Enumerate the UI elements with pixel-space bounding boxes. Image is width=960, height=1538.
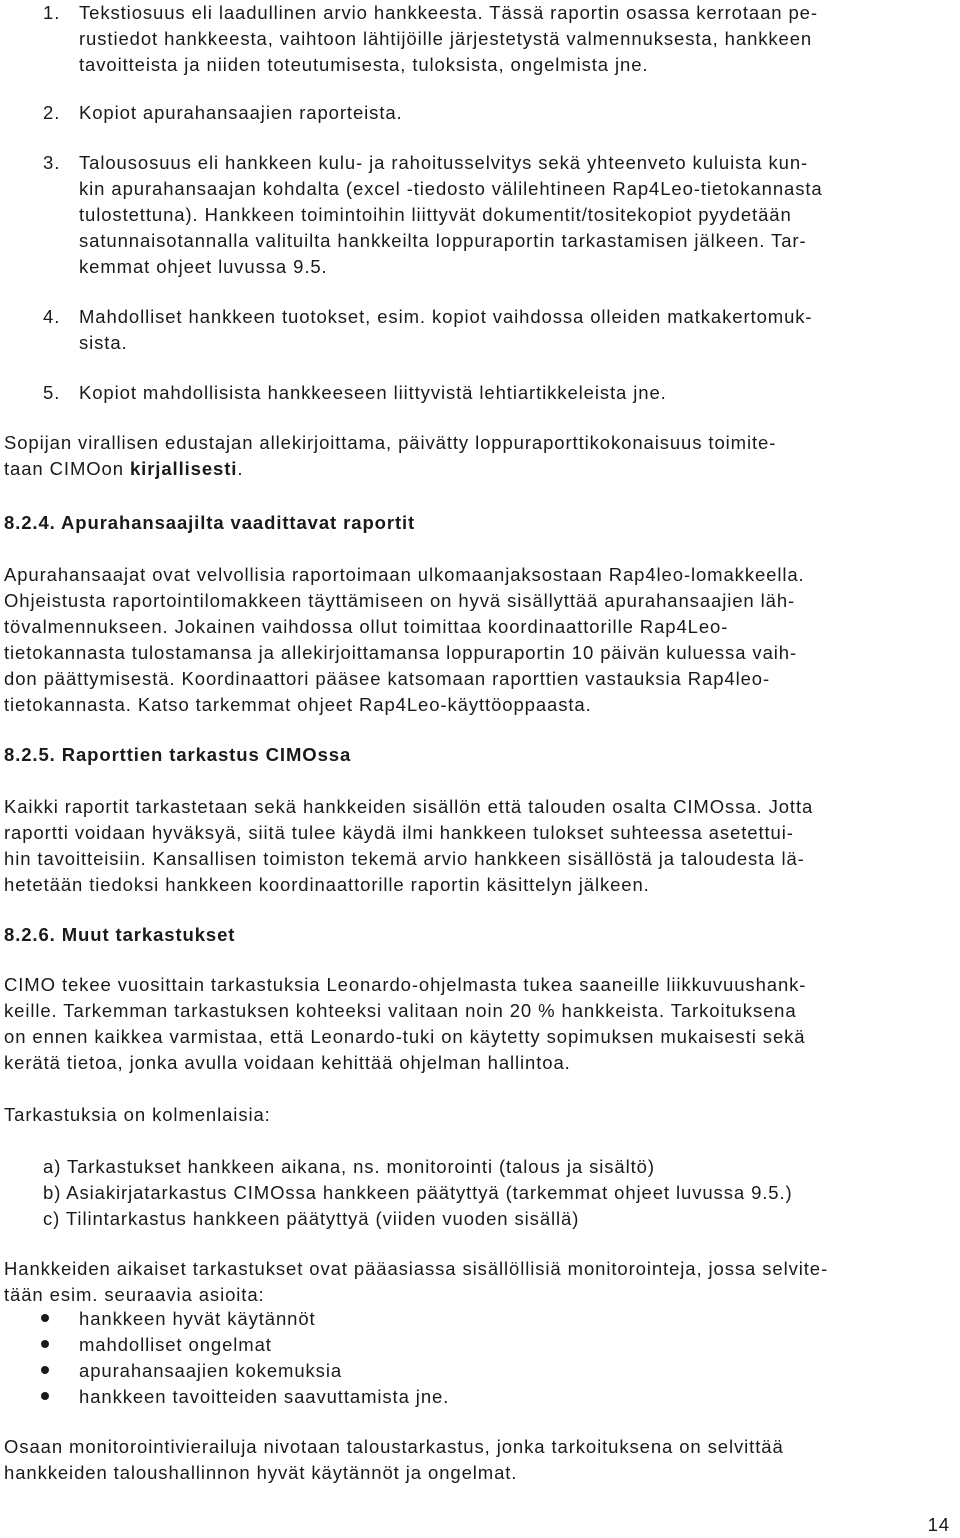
- list-item-line: tulostettuna). Hankkeen toimintoihin liittyvät dokumentit/tositekopiot pyydetään: [79, 204, 792, 225]
- list-item-line: Kopiot apurahansaajien raporteista.: [79, 102, 403, 123]
- paragraph-line: on ennen kaikkea varmistaa, että Leonardo-tuki on käytetty sopimuksen mukaisesti sekä: [4, 1026, 806, 1047]
- list-item-line: kin apurahansaajan kohdalta (excel -tiedosto välilehtineen Rap4Leo-tietokannasta: [79, 178, 823, 199]
- text-span: .: [237, 458, 244, 479]
- paragraph-line: tietokannasta tulostamansa ja allekirjoittamansa loppuraportin 10 päivän kuluessa vaih-: [4, 642, 798, 663]
- list-item-line: Tekstiosuus eli laadullinen arvio hankkeesta. Tässä raportin osassa kerrotaan pe-: [79, 2, 818, 23]
- list-item-line: Mahdolliset hankkeen tuotokset, esim. kopiot vaihdossa olleiden matkakertomuk-: [79, 306, 813, 327]
- list-item-line: kemmat ohjeet luvussa 9.5.: [79, 256, 328, 277]
- list-item-line: tavoitteista ja niiden toteutumisesta, tuloksista, ongelmista jne.: [79, 54, 649, 75]
- paragraph-line: Osaan monitorointivierailuja nivotaan taloustarkastus, jonka tarkoituksena on selvittää: [4, 1436, 784, 1457]
- list-number: 1.: [43, 2, 61, 23]
- paragraph-line: Hankkeiden aikaiset tarkastukset ovat pääasiassa sisällöllisiä monitorointeja, jossa selvite-: [4, 1258, 829, 1279]
- paragraph-line: Ohjeistusta raportointilomakkeen täyttämiseen on hyvä sisällyttää apurahansaajien läh-: [4, 590, 796, 611]
- section-heading: 8.2.5. Raporttien tarkastus CIMOssa: [4, 744, 352, 765]
- section-heading: 8.2.4. Apurahansaajilta vaadittavat raportit: [4, 512, 416, 533]
- section-heading: 8.2.6. Muut tarkastukset: [4, 924, 236, 945]
- paragraph-line: hin tavoitteisiin. Kansallisen toimiston tekemä arvio hankkeen sisällöstä ja taloudesta lä-: [4, 848, 805, 869]
- bullet-item: hankkeen hyvät käytännöt: [79, 1308, 316, 1329]
- paragraph-line: tietokannasta. Katso tarkemmat ohjeet Rap4Leo-käyttöoppaasta.: [4, 694, 592, 715]
- list-item-line: Talousosuus eli hankkeen kulu- ja rahoitusselvitys sekä yhteenveto kuluista kun-: [79, 152, 809, 173]
- bullet-icon: [41, 1314, 49, 1322]
- paragraph-line: don päättymisestä. Koordinaattori pääsee katsomaan raporttien vastauksia Rap4leo-: [4, 668, 771, 689]
- paragraph-line: tään esim. seuraavia asioita:: [4, 1284, 265, 1305]
- paragraph-line: hetetään tiedoksi hankkeen koordinaattorille raportin käsittelyn jälkeen.: [4, 874, 650, 895]
- bullet-icon: [41, 1340, 49, 1348]
- list-number: 4.: [43, 306, 61, 327]
- paragraph-line: [4, 456, 243, 482]
- paragraph-line: raportti voidaan hyväksyä, siitä tulee käydä ilmi hankkeen tulokset suhteessa asetettui-: [4, 822, 794, 843]
- bold-emphasis: kirjallisesti: [129, 458, 238, 479]
- paragraph-line: Apurahansaajat ovat velvollisia raportoimaan ulkomaanjaksostaan Rap4leo-lomakkeella.: [4, 564, 805, 585]
- lettered-item: b) Asiakirjatarkastus CIMOssa hankkeen päätyttyä (tarkemmat ohjeet luvussa 9.5.): [43, 1182, 793, 1203]
- bullet-icon: [41, 1366, 49, 1374]
- paragraph-line: CIMO tekee vuosittain tarkastuksia Leonardo-ohjelmasta tukea saaneille liikkuvuushank-: [4, 974, 807, 995]
- text-span: taan CIMOon: [4, 458, 130, 479]
- paragraph-line: Sopijan virallisen edustajan allekirjoittama, päivätty loppuraporttikokonaisuus toimite-: [4, 432, 777, 453]
- paragraph-line: keille. Tarkemman tarkastuksen kohteeksi valitaan noin 20 % hankkeista. Tarkoituksena: [4, 1000, 797, 1021]
- paragraph-line: Tarkastuksia on kolmenlaisia:: [4, 1104, 271, 1125]
- paragraph-line: tövalmennukseen. Jokainen vaihdossa ollut toimittaa koordinaattorille Rap4Leo-: [4, 616, 729, 637]
- bullet-item: mahdolliset ongelmat: [79, 1334, 272, 1355]
- list-item-line: satunnaisotannalla valituilta hankkeilta loppuraportin tarkastamisen jälkeen. Tar-: [79, 230, 807, 251]
- paragraph-line: hankkeiden taloushallinnon hyvät käytännöt ja ongelmat.: [4, 1462, 518, 1483]
- lettered-item: c) Tilintarkastus hankkeen päätyttyä (viiden vuoden sisällä): [43, 1208, 580, 1229]
- list-item-line: sista.: [79, 332, 128, 353]
- bullet-icon: [41, 1392, 49, 1400]
- list-number: 3.: [43, 152, 61, 173]
- bullet-item: apurahansaajien kokemuksia: [79, 1360, 343, 1381]
- list-number: 2.: [43, 102, 61, 123]
- paragraph-line: Kaikki raportit tarkastetaan sekä hankkeiden sisällön että talouden osalta CIMOssa. Jotta: [4, 796, 814, 817]
- paragraph-line: kerätä tietoa, jonka avulla voidaan kehittää ohjelman hallintoa.: [4, 1052, 571, 1073]
- list-item-line: rustiedot hankkeesta, vaihtoon lähtijöille järjestetystä valmennuksesta, hankkeen: [79, 28, 813, 49]
- page-number: 14: [927, 1514, 950, 1535]
- bullet-item: hankkeen tavoitteiden saavuttamista jne.: [79, 1386, 450, 1407]
- list-number: 5.: [43, 382, 61, 403]
- lettered-item: a) Tarkastukset hankkeen aikana, ns. monitorointi (talous ja sisältö): [43, 1156, 655, 1177]
- list-item-line: Kopiot mahdollisista hankkeeseen liittyvistä lehtiartikkeleista jne.: [79, 382, 667, 403]
